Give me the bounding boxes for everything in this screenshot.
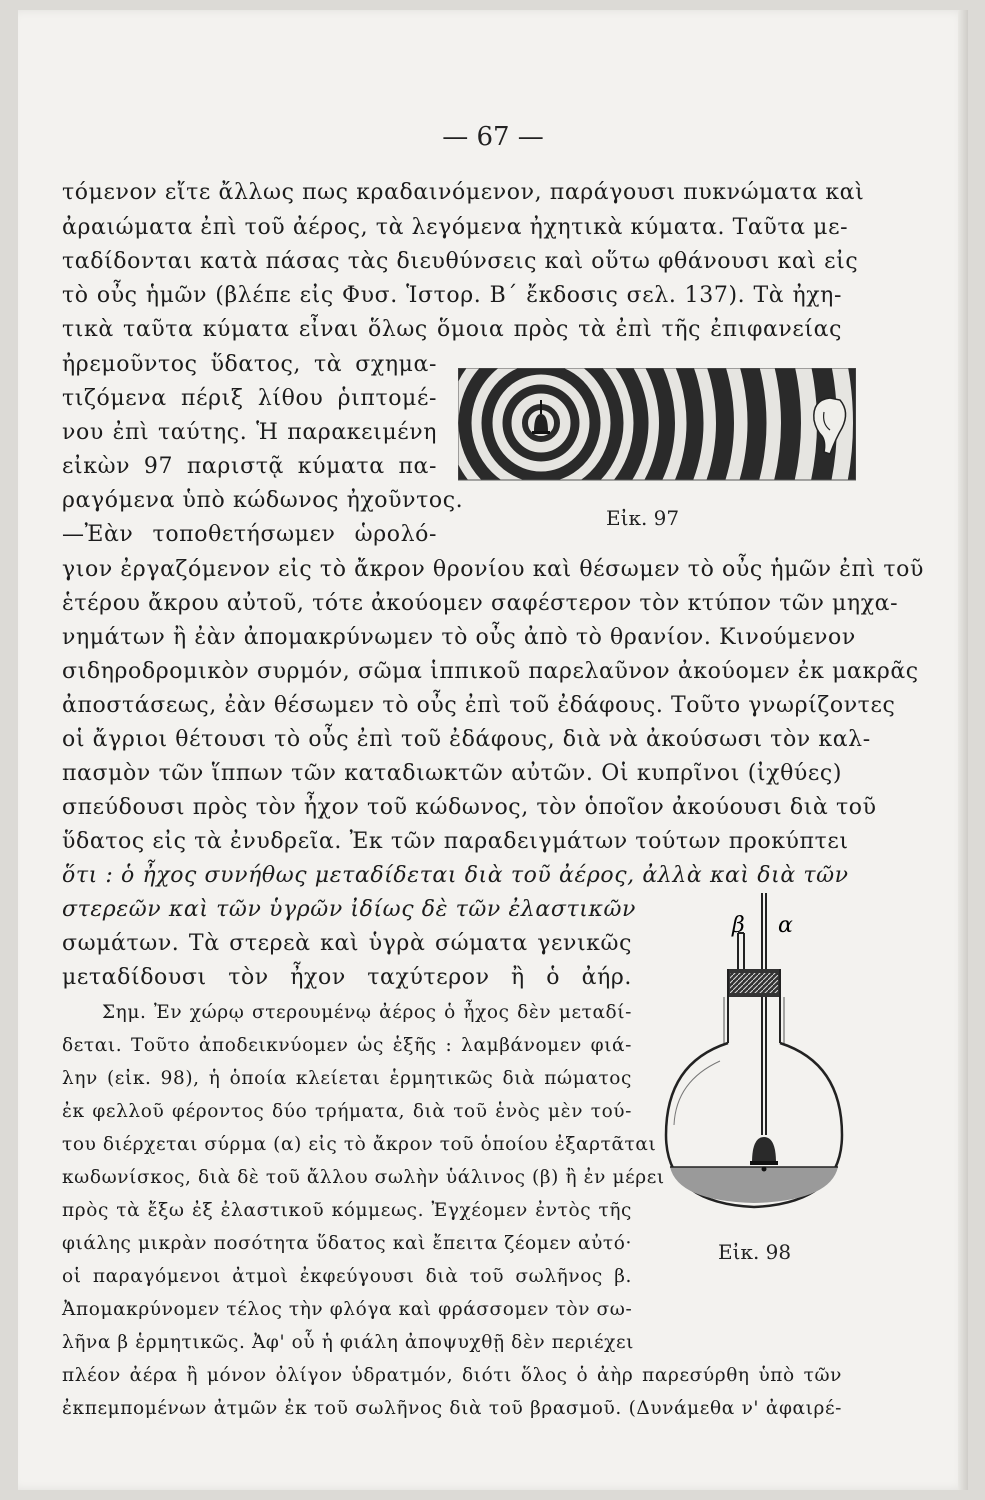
note-line: κωδωνίσκος, διὰ δὲ τοῦ ἄλλου σωλὴν ὑάλινος (β) ἢ ἐν μέρει <box>62 1167 665 1188</box>
text-line: οἱ ἄγριοι θέτουσι τὸ οὖς ἐπὶ τοῦ ἐδάφους, διὰ νὰ ἀκούσωσι τὸν καλ- <box>62 727 871 752</box>
figure-97-sound-waves <box>458 368 856 530</box>
book-page <box>18 10 968 1490</box>
text-line: σωμάτων. Τὰ στερεὰ καὶ ὑγρὰ σώματα γενικῶς <box>62 931 632 956</box>
text-line: —Ἐὰν τοποθετήσωμεν ὡρολό- <box>62 522 437 547</box>
text-line: ἠρεμοῦντος ὕδατος, τὰ σχημα- <box>62 352 437 377</box>
note-line: δεται. Τοῦτο ἀποδεικνύομεν ὡς ἑξῆς : λαμβάνομεν φιά- <box>62 1035 632 1056</box>
note-line: οἱ παραγόμενοι ἀτμοὶ ἐκφεύγουσι διὰ τοῦ σωλῆνος β. <box>62 1266 632 1287</box>
text-line: νημάτων ἢ ἐὰν ἀπομακρύνωμεν τὸ οὖς ἀπὸ τὸ θρανίον. Κινούμενον <box>62 625 856 650</box>
note-line: πρὸς τὰ ἔξω ἐξ ἐλαστικοῦ κόμμεως. Ἐγχέομεν ἐντὸς τῆς <box>62 1200 632 1221</box>
note-line: λην (εἰκ. 98), ἡ ὁποία κλείεται ἑρμητικῶς διὰ πώματος <box>62 1068 632 1089</box>
text-line: τικὰ ταῦτα κύματα εἶναι ὅλως ὅμοια πρὸς τὰ ἐπὶ τῆς ἐπιφανείας <box>62 317 842 342</box>
text-line: ταδίδονται κατὰ πάσας τὰς διευθύνσεις καὶ οὕτω φθάνουσι καὶ εἰς <box>62 249 859 274</box>
sound-waves-illustration <box>458 368 856 503</box>
text-line: ὅτι : ὁ ἦχος συνήθως μεταδίδεται διὰ τοῦ ἀέρος, ἀλλὰ καὶ διὰ τῶν <box>62 863 849 888</box>
note-line: πλέον ἀέρα ἢ μόνον ὀλίγον ὑδρατμόν, διότι ὅλος ὁ ἀὴρ παρεσύρθη ὑπὸ τῶν <box>62 1365 842 1386</box>
note-line: Σημ. Ἐν χώρῳ στερουμένῳ ἀέρος ὁ ἦχος δὲν μεταδί- <box>102 1002 632 1023</box>
text-line: σπεύδουσι πρὸς τὸν ἦχον τοῦ κώδωνος, τὸν ὁποῖον ἀκούουσι διὰ τοῦ <box>62 795 877 820</box>
text-line: ἀραιώματα ἐπὶ τοῦ ἀέρος, τὰ λεγόμενα ἠχητικὰ κύματα. Ταῦτα με- <box>62 215 849 240</box>
text-line: ραγόμενα ὑπὸ κώδωνος ἠχοῦντος. <box>62 488 464 513</box>
text-line: νου ἐπὶ ταύτης. Ἡ παρακειμένη <box>62 420 437 445</box>
page-number: — 67 — <box>442 122 544 152</box>
text-line: τιζόμενα πέριξ λίθου ῥιπτομέ- <box>62 386 437 411</box>
figure-98-caption: Εἰκ. 98 <box>718 1240 792 1264</box>
text-line: στερεῶν καὶ τῶν ὑγρῶν ἰδίως δὲ τῶν ἐλαστικῶν <box>62 897 637 922</box>
text-line: σιδηροδρομικὸν συρμόν, σῶμα ἱππικοῦ παρελαῦνον ἀκούομεν ἐκ μακρᾶς <box>62 659 919 684</box>
figure-97-caption: Εἰκ. 97 <box>606 506 680 530</box>
text-line: εἰκὼν 97 παριστᾷ κύματα πα- <box>62 454 437 479</box>
flask-bell-illustration <box>658 885 873 1235</box>
note-line: του διέρχεται σύρμα (α) εἰς τὸ ἄκρον τοῦ ὁποίου ἐξαρτᾶται <box>62 1134 657 1155</box>
text-line: γιον ἐργαζόμενον εἰς τὸ ἄκρον θρονίου καὶ θέσωμεν τὸ οὖς ἡμῶν ἐπὶ τοῦ <box>62 557 925 582</box>
text-line: πασμὸν τῶν ἵππων τῶν καταδιωκτῶν αὐτῶν. Οἱ κυπρῖνοι (ἰχθύες) <box>62 761 842 786</box>
text-line: μεταδίδουσι τὸν ἦχον ταχύτερον ἢ ὁ ἀήρ. <box>62 965 632 990</box>
text-line: ἑτέρου ἄκρου αὐτοῦ, τότε ἀκούομεν σαφέστερον τὸν κτύπον τῶν μηχα- <box>62 591 899 616</box>
note-line: ἐκ φελλοῦ φέροντος δύο τρήματα, διὰ τοῦ ἑνὸς μὲν τού- <box>62 1101 632 1122</box>
label-alpha: α <box>778 913 793 938</box>
text-line: τὸ οὖς ἡμῶν (βλέπε εἰς Φυσ. Ἱστορ. Β΄ ἔκδοσις σελ. 137). Τὰ ἠχη- <box>62 283 842 308</box>
note-line: Ἀπομακρύνομεν τέλος τὴν φλόγα καὶ φράσσομεν τὸν σω- <box>62 1299 633 1320</box>
text-line: ἀποστάσεως, ἐὰν θέσωμεν τὸ οὖς ἐπὶ τοῦ ἐδάφους. Τοῦτο γνωρίζοντες <box>62 693 896 718</box>
label-beta: β <box>732 913 745 938</box>
note-line: ἐκπεμπομένων ἀτμῶν ἐκ τοῦ σωλῆνος διὰ τοῦ βρασμοῦ. (Δυνάμεθα ν' ἀφαιρέ- <box>62 1398 842 1419</box>
note-line: φιάλης μικρὰν ποσότητα ὕδατος καὶ ἔπειτα ζέομεν αὐτό· <box>62 1233 632 1254</box>
text-line: τόμενον εἴτε ἄλλως πως κραδαινόμενον, παράγουσι πυκνώματα καὶ <box>62 180 865 205</box>
text-line: ὕδατος εἰς τὰ ἐνυδρεῖα. Ἐκ τῶν παραδειγμάτων τούτων προκύπτει <box>62 829 849 854</box>
page-edge <box>958 10 968 1490</box>
figure-98-flask <box>658 885 873 1265</box>
note-line: λῆνα β ἑρμητικῶς. Ἀφ' οὗ ἡ φιάλη ἀποψυχθῇ δὲν περιέχει <box>62 1332 635 1353</box>
